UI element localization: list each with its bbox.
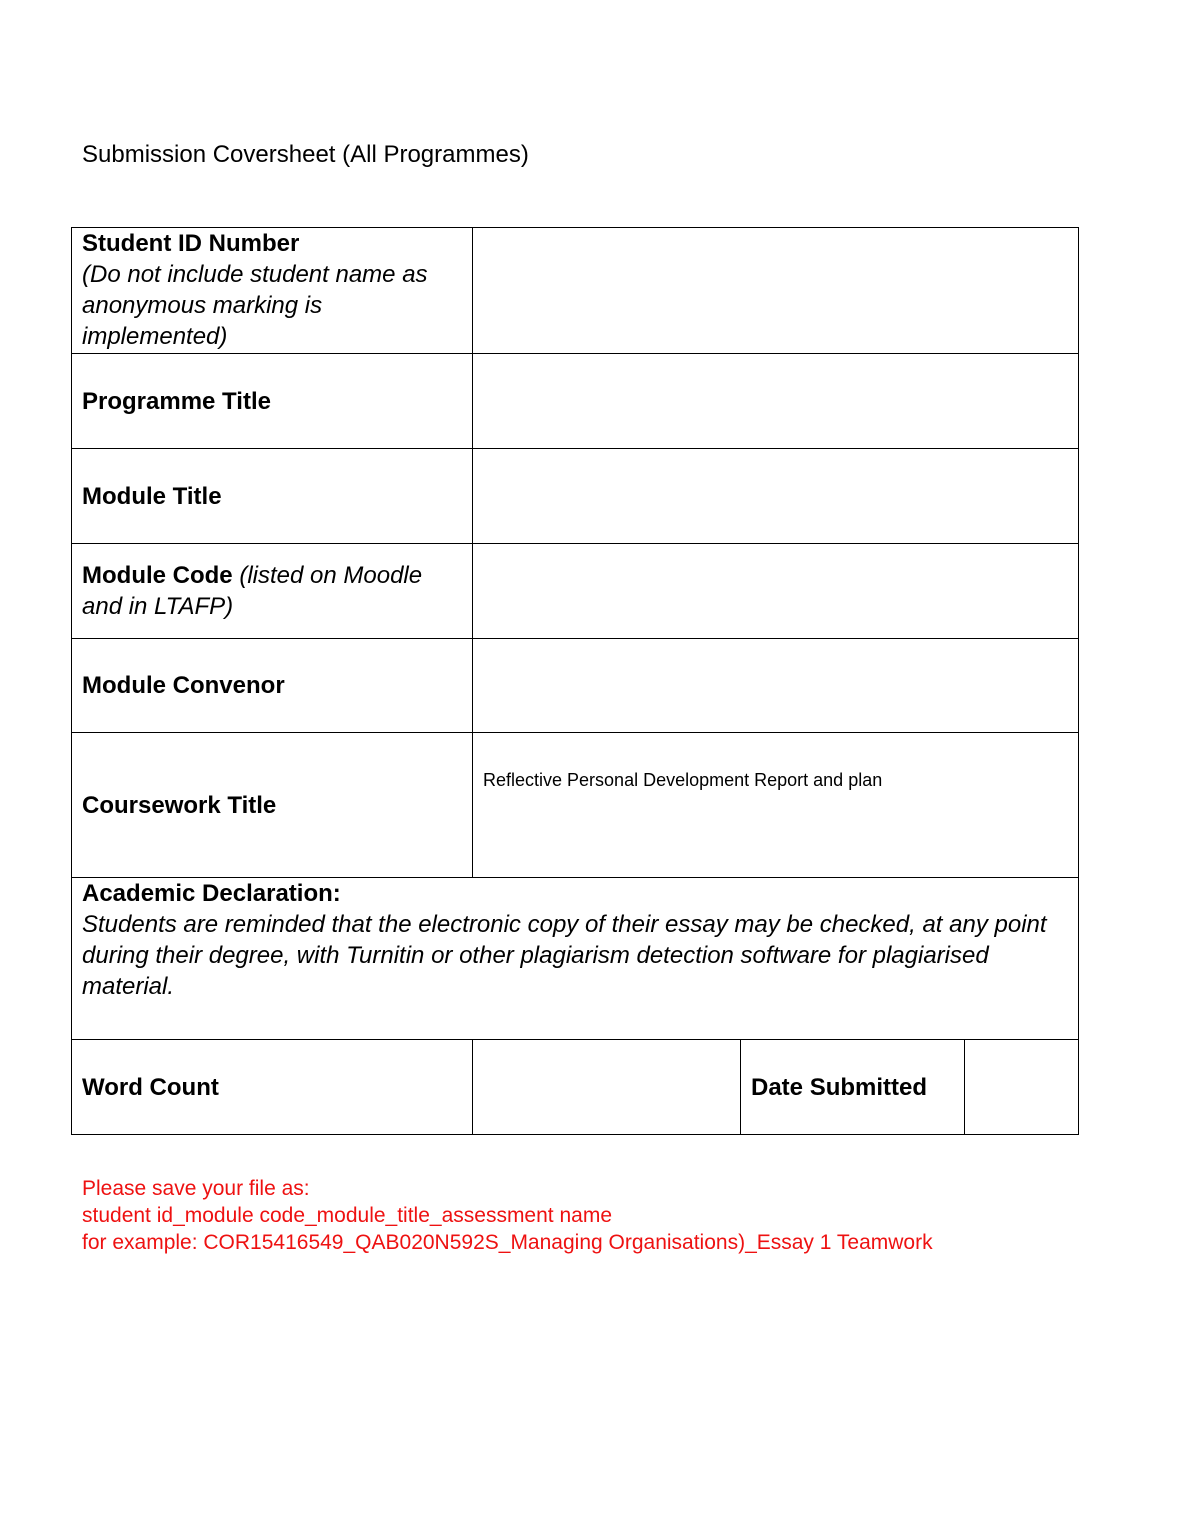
student-id-note: (Do not include student name as anonymous marking is implemented): [82, 261, 428, 350]
module-convenor-label: Module Convenor: [82, 672, 285, 699]
row-programme-title: [72, 354, 1079, 449]
student-id-label: Student ID Number: [82, 230, 300, 257]
coursework-title-field[interactable]: Reflective Personal Development Report and plan: [473, 733, 1079, 878]
module-convenor-field[interactable]: [473, 639, 1079, 733]
row-academic-declaration: [72, 878, 1079, 1040]
word-count-label: Word Count: [82, 1073, 219, 1101]
programme-title-field[interactable]: [473, 354, 1079, 449]
save-note-line-1: Please save your file as:: [82, 1177, 310, 1200]
programme-title-label: Programme Title: [82, 387, 271, 415]
row-module-title: [72, 449, 1079, 544]
row-coursework-title: [72, 733, 1079, 878]
row-module-code: [72, 544, 1079, 639]
date-submitted-label: Date Submitted: [751, 1073, 928, 1101]
academic-declaration-cell: [72, 878, 1079, 1040]
save-note-line-3: for example: COR15416549_QAB020N592S_Managing Organisations)_Essay 1 Teamwork: [82, 1231, 933, 1254]
coursework-title-label: Coursework Title: [82, 791, 277, 819]
module-title-field[interactable]: [473, 449, 1079, 544]
declaration-text: Students are reminded that the electronic copy of their essay may be checked, at any point during their degree, with Turnitin or other plagiarism detection software for plagiarised material.: [82, 911, 1047, 1000]
row-module-convenor: [72, 639, 1079, 733]
module-title-label: Module Title: [82, 482, 222, 510]
page-title: Submission Coversheet (All Programmes): [82, 141, 529, 168]
student-id-field[interactable]: [473, 228, 1079, 354]
save-file-note: [82, 1175, 933, 1256]
date-submitted-field[interactable]: [965, 1040, 1079, 1135]
save-note-line-2: student id_module code_module_title_assessment name: [82, 1204, 612, 1227]
module-code-note: (listed on Moodle and in LTAFP): [82, 562, 423, 620]
coversheet-table: [71, 227, 1079, 1135]
row-student-id: [72, 228, 1079, 354]
row-word-count-date: [72, 1040, 1079, 1135]
module-code-field[interactable]: [473, 544, 1079, 639]
declaration-heading: Academic Declaration:: [82, 880, 341, 907]
word-count-field[interactable]: [473, 1040, 741, 1135]
module-code-label: Module Code: [82, 562, 233, 589]
student-id-label-cell: [72, 228, 473, 354]
